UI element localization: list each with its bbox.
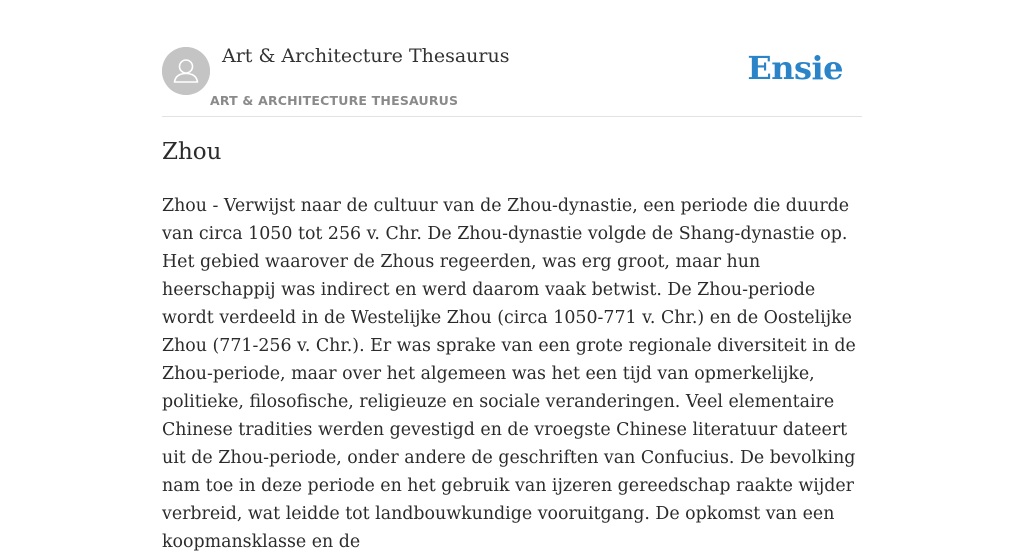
user-silhouette-icon <box>162 47 210 95</box>
avatar[interactable] <box>162 47 210 95</box>
entry-body: Zhou - Verwijst naar de cultuur van de Zhou-dynastie, een periode die duurde van circa 1050 tot 256 v. Chr. De Zhou-dynastie volgde de Shang-dynastie op. Het gebied waarover de Zhous regeerden, was erg groot, maar hun heerschappij was indirect en werd daarom vaak betwist. De Zhou-periode wordt verdeeld in de Westelijke Zhou (circa 1050-771 v. Chr.) en de Oostelijke Zhou (771-256 v. Chr.). Er was sprake van een grote regionale diversiteit in de Zhou-periode, maar over het algemeen was het een tijd van opmerkelijke, politieke, filosofische, religieuze en sociale veranderingen. Veel elementaire Chinese tradities werden gevestigd en de vroegste Chinese literatuur dateert uit de Zhou-periode, onder andere de geschriften van Confucius. De bevolking nam toe in deze periode en het gebruik van ijzeren gereedschap raakte wijder verbreid, wat leidde tot landbouwkundige vooruitgang. De opkomst van een koopmansklasse en de <box>162 196 856 552</box>
entry-title: Zhou <box>162 139 222 165</box>
source-title[interactable]: Art & Architecture Thesaurus <box>222 45 510 67</box>
source-subtitle: ART & ARCHITECTURE THESAURUS <box>210 93 459 108</box>
ensie-logo[interactable]: Ensie <box>747 49 843 87</box>
source-header <box>162 0 862 117</box>
